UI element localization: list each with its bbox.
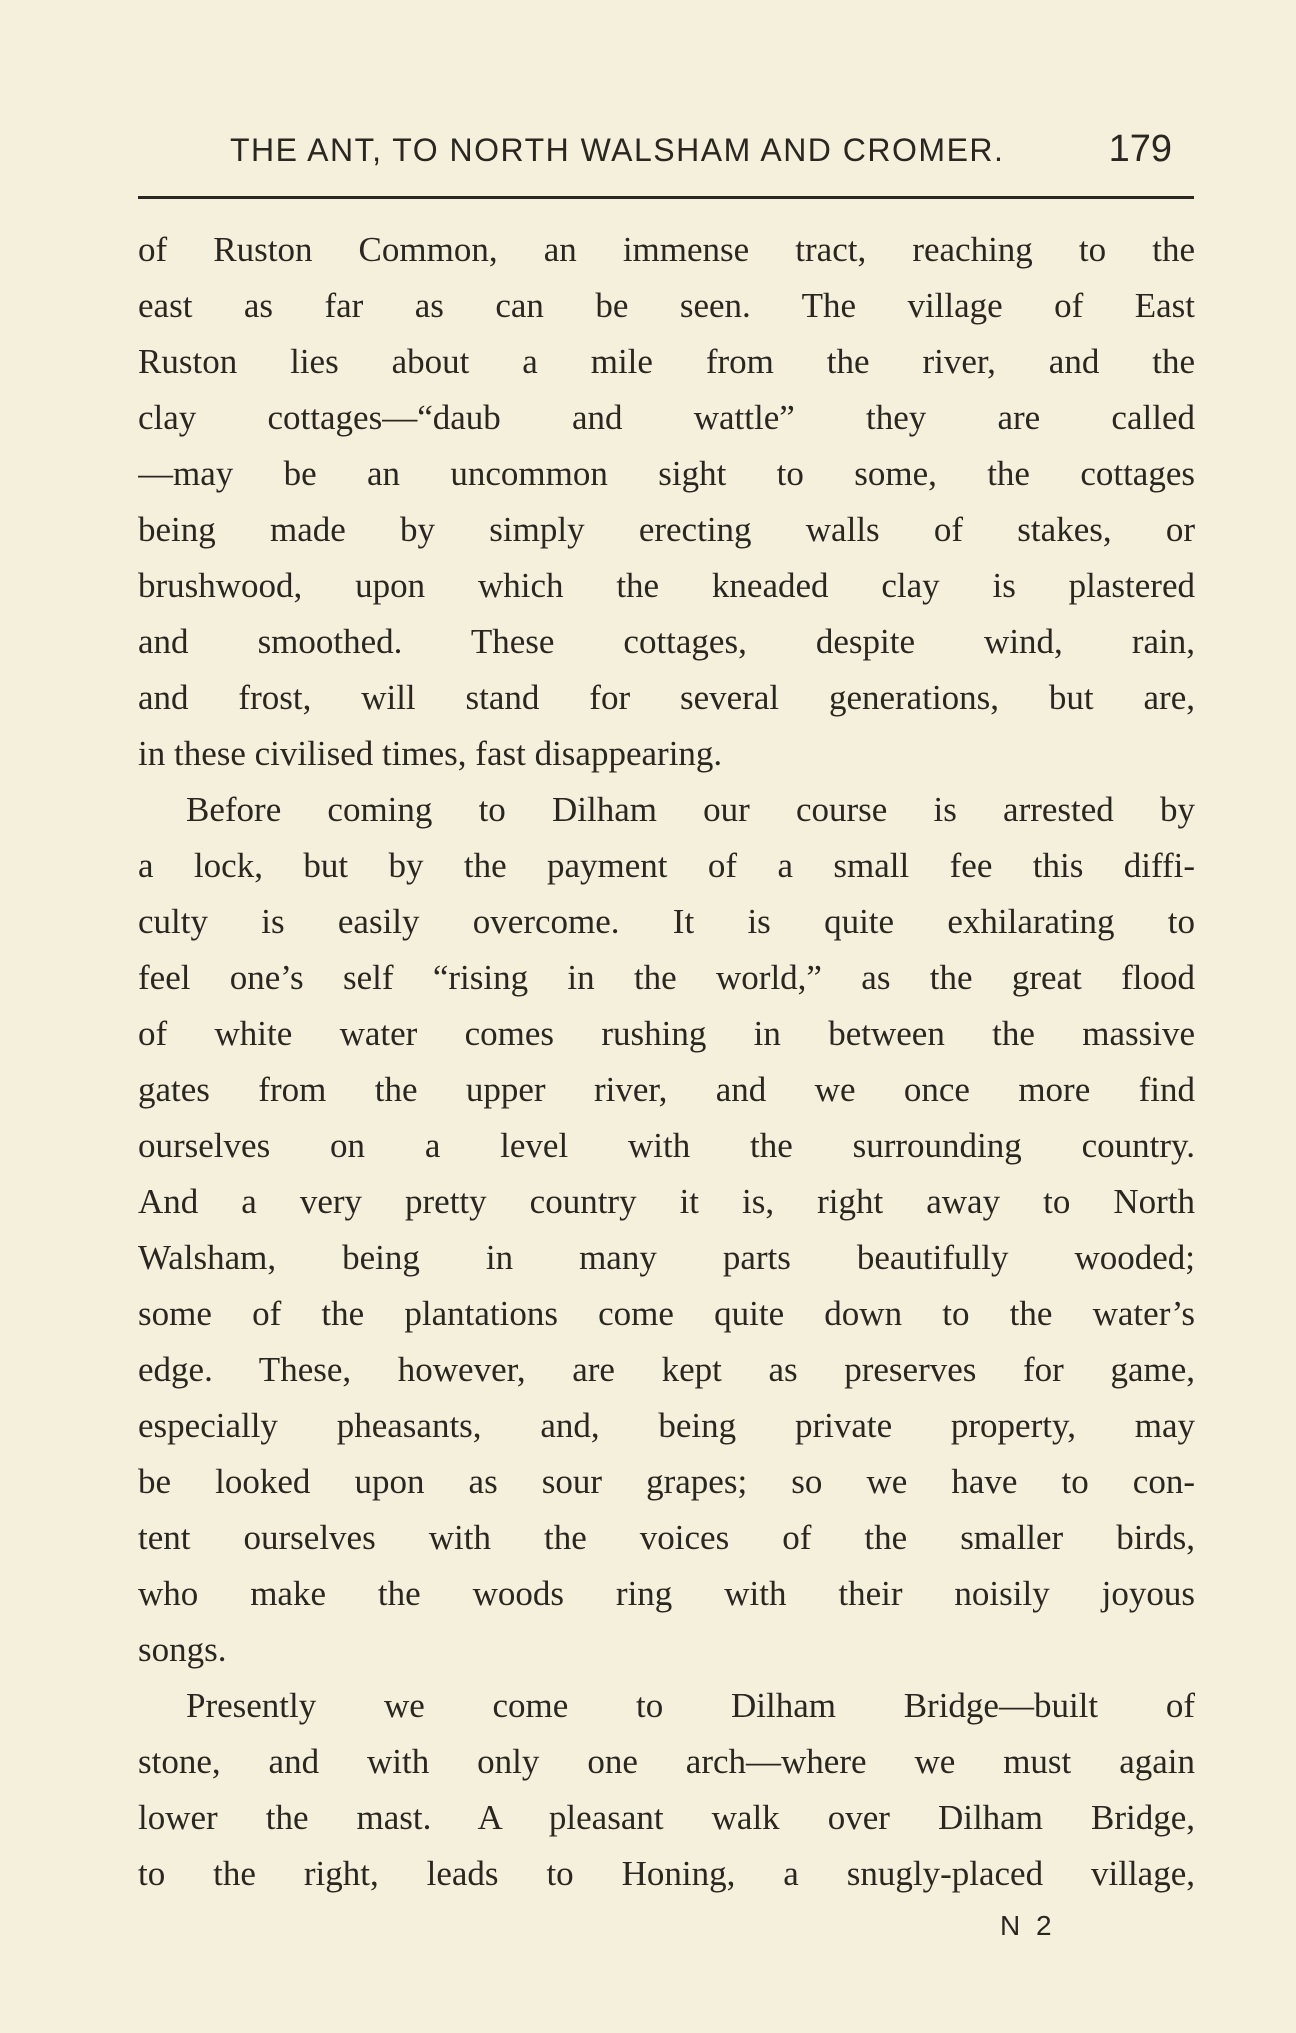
- text-line: being made by simply erecting walls of stakes, or: [138, 510, 1195, 549]
- text-line: especially pheasants, and, being private property, may: [138, 1406, 1195, 1445]
- text-line: brushwood, upon which the kneaded clay is plastered: [138, 566, 1195, 605]
- text-line: clay cottages—“daub and wattle” they are called: [138, 398, 1195, 437]
- text-line: Walsham, being in many parts beautifully wooded;: [138, 1238, 1195, 1277]
- page-number: 179: [1108, 128, 1172, 170]
- text-line: Before coming to Dilham our course is arrested by: [186, 790, 1195, 829]
- text-line: of Ruston Common, an immense tract, reaching to the: [138, 230, 1195, 269]
- text-line: lower the mast. A pleasant walk over Dilham Bridge,: [138, 1798, 1195, 1837]
- text-line: be looked upon as sour grapes; so we have to con-: [138, 1462, 1195, 1501]
- text-line: and frost, will stand for several generations, but are,: [138, 678, 1195, 717]
- text-line: of white water comes rushing in between the massive: [138, 1014, 1195, 1053]
- page-header: [138, 128, 1194, 178]
- text-line: Ruston lies about a mile from the river, and the: [138, 342, 1195, 381]
- text-line: to the right, leads to Honing, a snugly-placed village,: [138, 1854, 1195, 1893]
- text-line: gates from the upper river, and we once more find: [138, 1070, 1195, 1109]
- text-line: edge. These, however, are kept as preserves for game,: [138, 1350, 1195, 1389]
- text-line: in these civilised times, fast disappearing.: [138, 734, 723, 773]
- text-line: a lock, but by the payment of a small fee this diffi-: [138, 846, 1195, 885]
- header-rule: [138, 196, 1194, 199]
- text-line: culty is easily overcome. It is quite exhilarating to: [138, 902, 1195, 941]
- text-line: songs.: [138, 1630, 227, 1669]
- text-line: ourselves on a level with the surrounding country.: [138, 1126, 1195, 1165]
- text-line: who make the woods ring with their noisily joyous: [138, 1574, 1195, 1613]
- text-line: tent ourselves with the voices of the smaller birds,: [138, 1518, 1195, 1557]
- signature-mark: N 2: [1000, 1910, 1056, 1941]
- running-head: THE ANT, TO NORTH WALSHAM AND CROMER.: [230, 132, 1005, 168]
- body-text: [138, 222, 1195, 1902]
- text-line: some of the plantations come quite down to the water’s: [138, 1294, 1195, 1333]
- text-line: feel one’s self “rising in the world,” as the great flood: [138, 958, 1195, 997]
- text-line: And a very pretty country it is, right away to North: [138, 1182, 1195, 1221]
- text-line: Presently we come to Dilham Bridge—built of: [186, 1686, 1195, 1725]
- text-line: stone, and with only one arch—where we must again: [138, 1742, 1195, 1781]
- text-line: east as far as can be seen. The village of East: [138, 286, 1195, 325]
- text-line: and smoothed. These cottages, despite wind, rain,: [138, 622, 1195, 661]
- text-line: —may be an uncommon sight to some, the cottages: [138, 454, 1195, 493]
